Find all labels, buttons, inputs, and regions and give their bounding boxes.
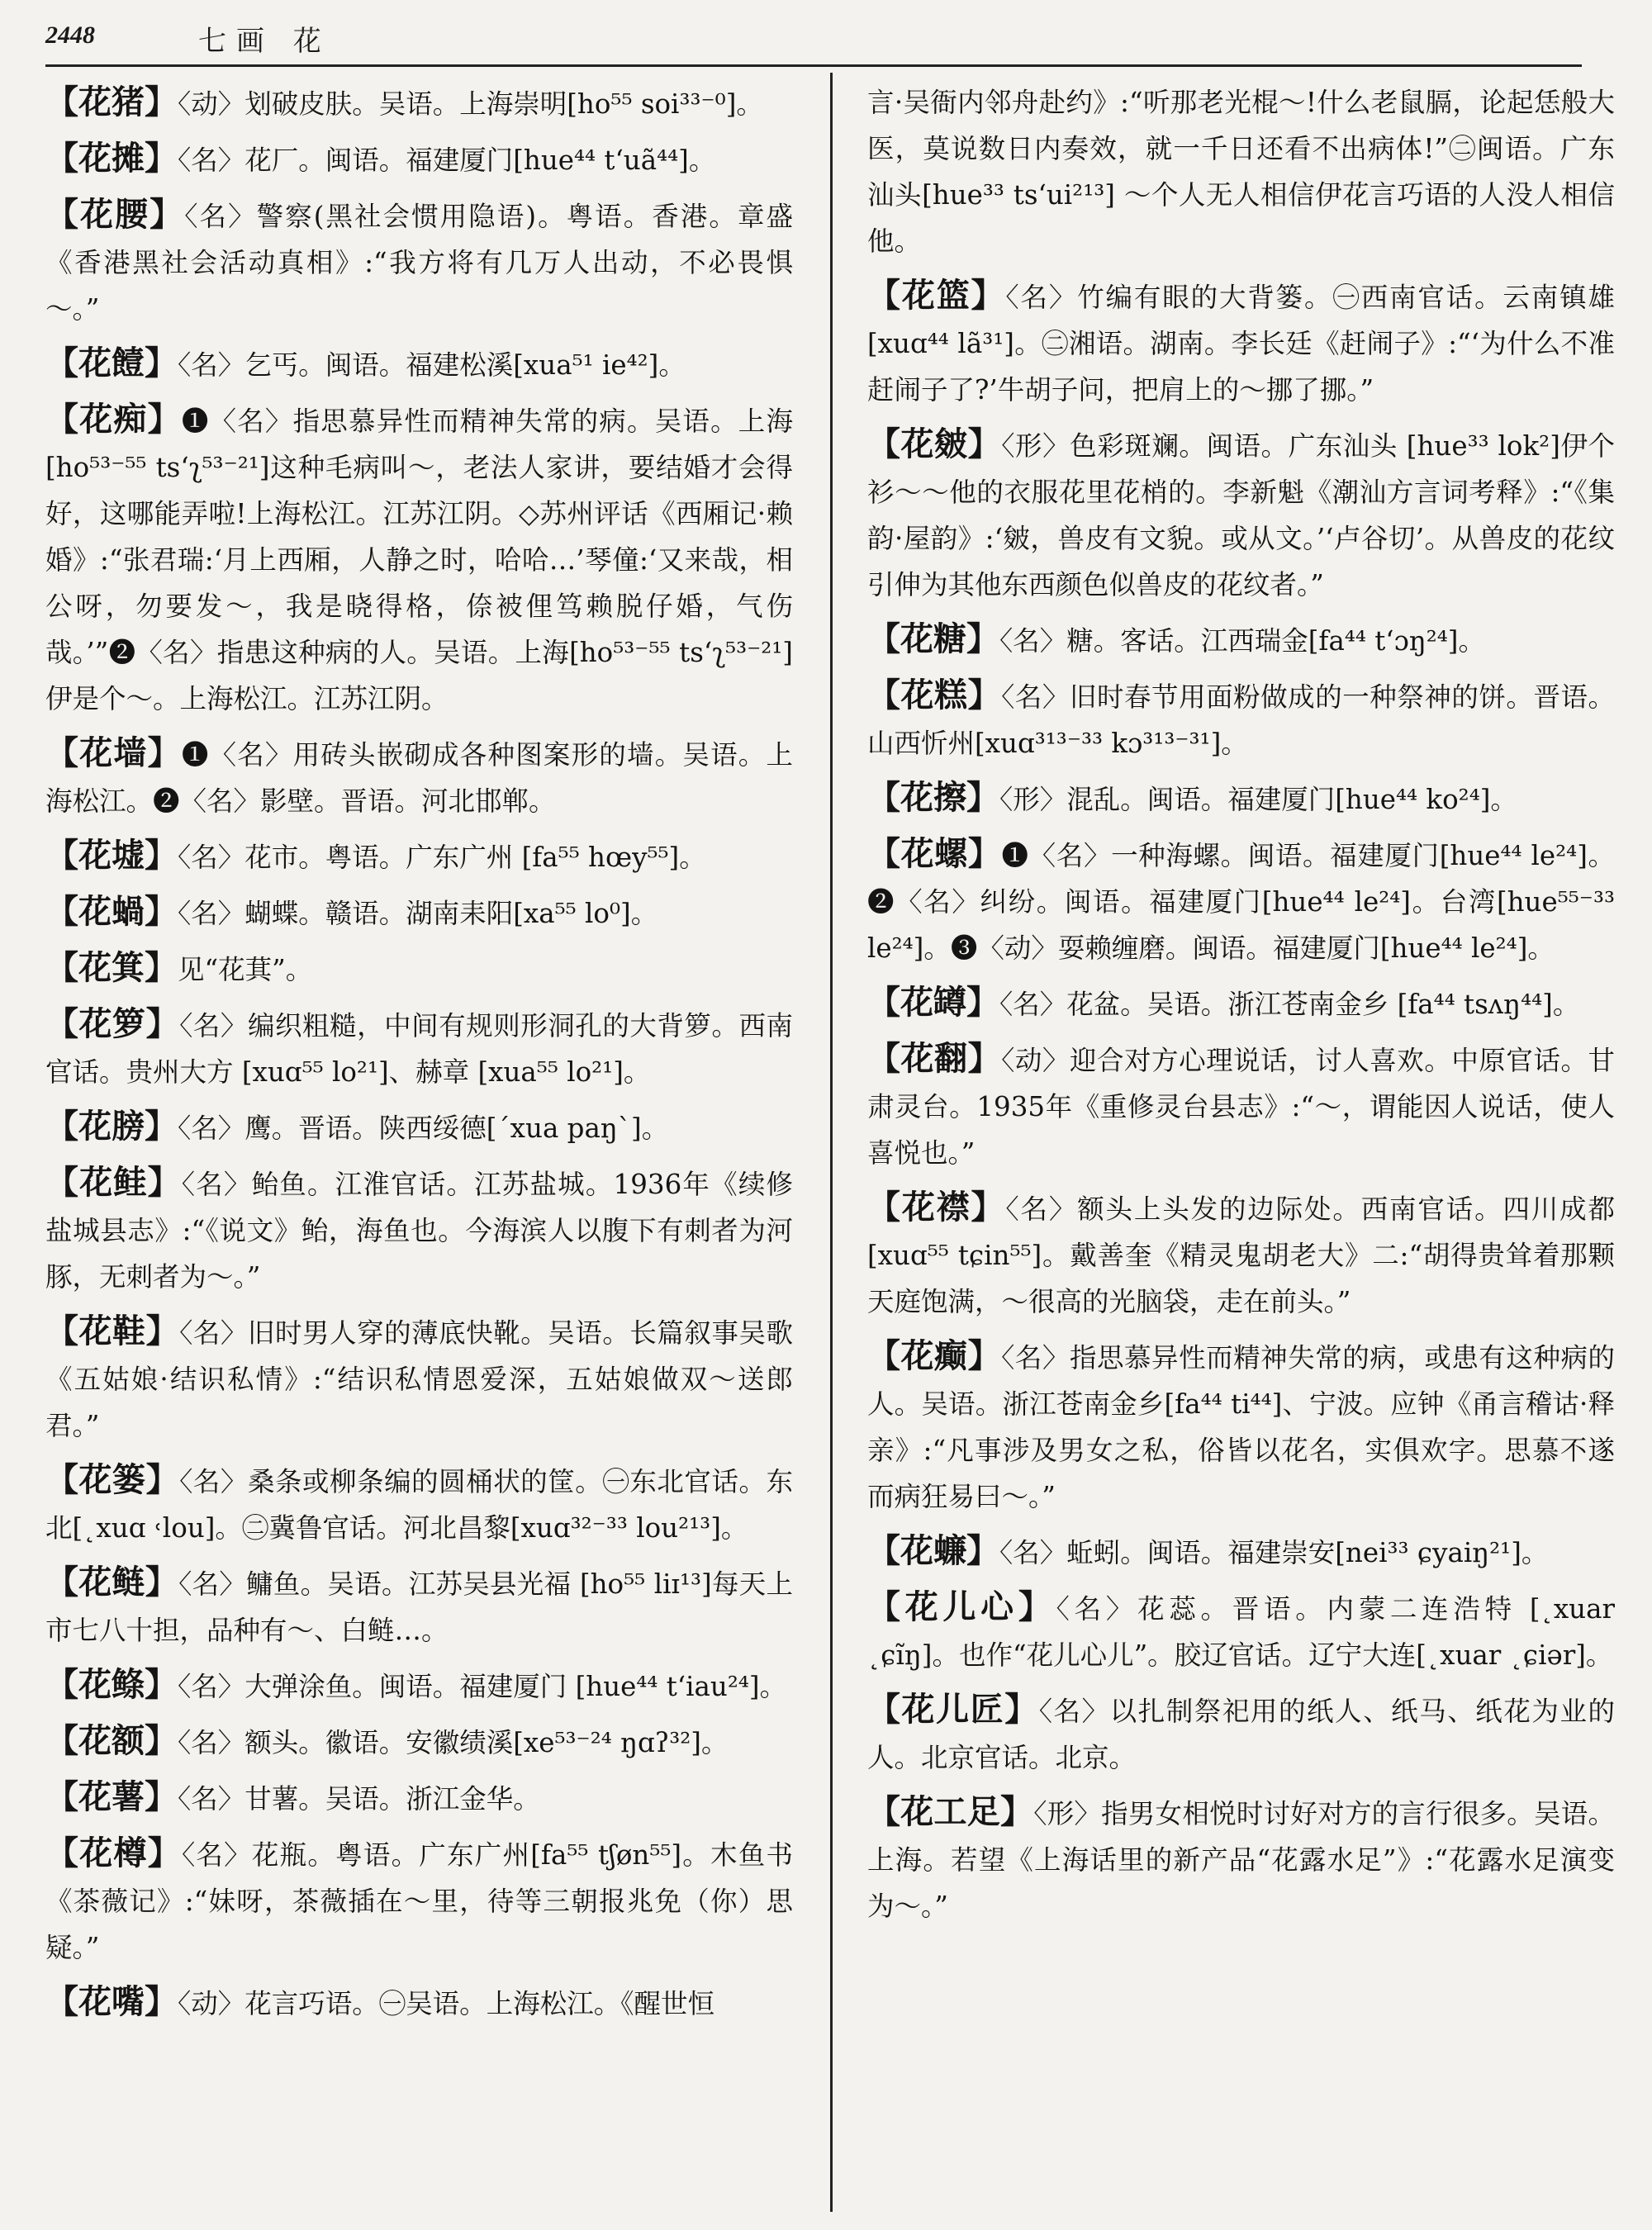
headword: 【花薯】: [45, 1778, 178, 1816]
dictionary-entry: [867, 421, 1615, 608]
headword: 【花墟】: [45, 837, 178, 875]
entry-definition: 〈名〉以扎制祭祀用的纸人、纸马、纸花为业的人。北京官话。北京。: [867, 1696, 1615, 1773]
entry-definition: ❶〈名〉指思慕异性而精神失常的病。吴语。上海[ho⁵³⁻⁵⁵ ts‘ʅ⁵³⁻²¹]这种毛病叫～，老法人家讲，要结婚才会得好，这哪能弄啦!上海松江。江苏江阴。◇苏州评话《西厢记·赖婚》:“张君瑞:‘月上西厢，人静之时，哈哈…’琴僮:‘又来哉，相公呀，勿要发～，我是晓得格，倷被俚笃赖脱仔婚，气伤哉。’”❷〈名〉指患这种病的人。吴语。上海[ho⁵³⁻⁵⁵ ts‘ʅ⁵³⁻²¹]伊是个～。上海松江。江苏江阴。: [45, 406, 793, 714]
headword: 【花蝸】: [45, 893, 178, 931]
headword: 【花鲢】: [45, 1563, 179, 1601]
headword: 【花儿心】: [867, 1588, 1056, 1626]
headword: 【花工足】: [867, 1793, 1034, 1831]
headword: 【花猪】: [45, 83, 178, 121]
page-number: 2448: [45, 21, 95, 49]
entry-definition: 〈名〉乞丐。闽语。福建松溪[xua⁵¹ ie⁴²]。: [178, 349, 686, 381]
headword: 【花饐】: [45, 344, 178, 382]
entry-definition: 〈名〉编织粗糙，中间有规则形洞孔的大背箩。西南官话。贵州大方 [xuɑ⁵⁵ lo²¹]、赫章 [xua⁵⁵ lo²¹]。: [45, 1010, 793, 1088]
column-divider: [830, 73, 833, 2212]
entry-definition: 〈名〉糖。客话。江西瑞金[fa⁴⁴ t‘ɔŋ²⁴]。: [999, 625, 1485, 657]
dictionary-entry: [45, 1001, 793, 1095]
left-column: [45, 79, 793, 2210]
dictionary-entry: [45, 1559, 793, 1654]
dictionary-entry: [867, 1687, 1615, 1781]
dictionary-entry: [45, 730, 793, 824]
dictionary-entry: [45, 396, 793, 722]
entry-definition: 〈名〉花厂。闽语。福建厦门[hue⁴⁴ t‘uã⁴⁴]。: [178, 145, 716, 176]
dictionary-entry: [45, 1103, 793, 1151]
dictionary-entry: [45, 1308, 793, 1449]
headword: 【花膀】: [45, 1108, 178, 1146]
headword: 【花糕】: [867, 676, 1002, 714]
headword: 【花糖】: [867, 620, 999, 658]
entry-definition: 〈动〉花言巧语。㊀吴语。上海松江。《醒世恒: [178, 1988, 715, 2019]
entry-definition: 〈名〉鲐鱼。江淮官话。江苏盐城。1936年《续修盐城县志》:“《说文》鲐，海鱼也。今海滨人以腹下有刺者为河豚，无刺者为～。”: [45, 1169, 793, 1293]
headword: 【花箩】: [45, 1005, 180, 1043]
dictionary-entry: [867, 980, 1615, 1027]
headword: 【花篮】: [867, 277, 1006, 315]
dictionary-entry: [867, 1184, 1615, 1325]
entry-definition: 〈名〉花瓶。粤语。广东广州[fa⁵⁵ tʃøn⁵⁵]。木鱼书《茶薇记》:“妹呀，茶薇插在～里，待等三朝报兆免（你）思疑。”: [45, 1839, 793, 1963]
dictionary-entry: [867, 1333, 1615, 1520]
entry-definition: 〈名〉甘薯。吴语。浙江金华。: [178, 1783, 540, 1815]
headword: 【花篓】: [45, 1461, 180, 1499]
dictionary-entry: [867, 1036, 1615, 1176]
entry-definition: 〈名〉鳙鱼。吴语。江苏吴县光福 [ho⁵⁵ liɪ¹³]每天上市七八十担，品种有～、白鲢…。: [45, 1568, 793, 1646]
headword: 【花鲦】: [45, 1666, 178, 1704]
entry-definition: 〈名〉花盆。吴语。浙江苍南金乡 [fa⁴⁴ tsʌŋ⁴⁴]。: [999, 989, 1580, 1020]
headword: 【花蠊】: [867, 1532, 999, 1570]
entry-definition: 〈名〉警察(黑社会惯用隐语)。粤语。香港。章盛《香港黑社会活动真相》:“我方将有几万人出动，不必畏惧～。”: [45, 201, 793, 325]
dictionary-entry: [867, 273, 1615, 413]
headword: 【花樽】: [45, 1834, 182, 1872]
dictionary-entry: [867, 831, 1615, 971]
headword: 【花皴】: [867, 425, 1002, 463]
right-column: [867, 79, 1615, 2210]
dictionary-entry: [45, 1457, 793, 1551]
headword: 【花鲑】: [45, 1164, 182, 1202]
headword: 【花襟】: [867, 1189, 1006, 1226]
dictionary-entry: [867, 775, 1615, 823]
entry-definition: 〈名〉指思慕异性而精神失常的病，或患有这种病的人。吴语。浙江苍南金乡[fa⁴⁴ ti⁴⁴]、宁波。应钟《甬言稽诂·释亲》:“凡事涉及男女之私，俗皆以花名，实俱欢字。思慕不遂而病狂易曰～。”: [867, 1342, 1615, 1512]
headword: 【花痴】: [45, 401, 182, 439]
dictionary-entry: [45, 945, 793, 993]
entry-definition: 〈形〉色彩斑斓。闽语。广东汕头 [hue³³ lok²]伊个衫～～他的衣服花里花梢的。李新魁《潮汕方言词考释》:“《集韵·屋韵》:‘皴，兽皮有文貌。或从文。’‘卢谷切’。从兽皮的花纹引伸为其他东西颜色似兽皮的花纹者。”: [867, 430, 1615, 600]
entry-definition: 〈名〉旧时男人穿的薄底快靴。吴语。长篇叙事吴歌《五姑娘·结识私情》:“结识私情恩爱深，五姑娘做双～送郎君。”: [45, 1317, 793, 1441]
dictionary-entry: [45, 1774, 793, 1822]
entry-definition: ❶〈名〉一种海螺。闽语。福建厦门[hue⁴⁴ le²⁴]。❷〈名〉纠纷。闽语。福建厦门[hue⁴⁴ le²⁴]。台湾[hue⁵⁵⁻³³ le²⁴]。❸〈动〉耍赖缠磨。闽语。福建厦门[hue⁴⁴ le²⁴]。: [867, 840, 1615, 964]
headword: 【花额】: [45, 1722, 178, 1760]
dictionary-entry: [45, 79, 793, 127]
entry-definition: 〈名〉桑条或柳条编的圆桶状的筐。㊀东北官话。东北[˛xuɑ ˓lou]。㊁冀鲁官话。河北昌黎[xuɑ³²⁻³³ lou²¹³]。: [45, 1466, 793, 1544]
dictionary-entry: [867, 672, 1615, 766]
headword: 【花鞋】: [45, 1312, 180, 1350]
dictionary-entry: [45, 340, 793, 388]
entry-definition: 〈名〉旧时春节用面粉做成的一种祭神的饼。晋语。山西忻州[xuɑ³¹³⁻³³ kɔ³¹³⁻³¹]。: [867, 681, 1615, 759]
entry-definition: 〈名〉蚯蚓。闽语。福建崇安[nei³³ ɕyaiŋ²¹]。: [999, 1537, 1549, 1568]
entry-definition: 〈动〉迎合对方心理说话，讨人喜欢。中原官话。甘肃灵台。1935年《重修灵台县志》:“～，谓能因人说话，使人喜悦也。”: [867, 1045, 1615, 1169]
headword: 【花儿匠】: [867, 1691, 1039, 1729]
headword: 【花箕】: [45, 949, 178, 987]
page-header: [0, 0, 1652, 66]
entry-definition: ❶〈名〉用砖头嵌砌成各种图案形的墙。吴语。上海松江。❷〈名〉影壁。晋语。河北邯郸。: [45, 739, 793, 817]
dictionary-entry: [45, 1830, 793, 1971]
entry-definition: 〈名〉鹰。晋语。陕西绥德[ˊxua paŋˋ]。: [178, 1113, 669, 1144]
dictionary-entry: [45, 1160, 793, 1300]
dictionary-entry: [45, 1979, 793, 2027]
headword: 【花螺】: [867, 835, 1002, 873]
headword: 【花擦】: [867, 779, 999, 817]
headword: 【花嘴】: [45, 1983, 178, 2021]
headword: 【花摊】: [45, 140, 178, 178]
headword: 【花腰】: [45, 196, 185, 234]
dictionary-entry: [45, 833, 793, 880]
dictionary-entry: [867, 1528, 1615, 1576]
headword: 【花墙】: [45, 734, 182, 772]
headword: 【花罇】: [867, 984, 999, 1022]
dictionary-entry: [867, 616, 1615, 664]
dictionary-entry: [45, 889, 793, 937]
entry-definition: 〈名〉大弹涂鱼。闽语。福建厦门 [hue⁴⁴ t‘iau²⁴]。: [178, 1671, 787, 1702]
entry-definition: 〈名〉花蕊。晋语。内蒙二连浩特 [˛xuar ˛ɕĩŋ]。也作“花儿心儿”。胶辽官话。辽宁大连[˛xuar ˛ɕiər]。: [867, 1593, 1615, 1671]
headword: 【花翻】: [867, 1040, 1002, 1078]
dictionary-entry: [45, 1662, 793, 1710]
dictionary-entry: [867, 79, 1615, 264]
entry-definition: 〈名〉额头。徽语。安徽绩溪[xe⁵³⁻²⁴ ŋɑʔ³²]。: [178, 1727, 729, 1758]
entry-definition: 见“花萁”。: [178, 954, 313, 985]
dictionary-entry: [867, 1789, 1615, 1929]
entry-definition: 言·吴衙内邻舟赴约》:“听那老光棍～!什么老鼠膈，论起恁般大医，莫说数日内奏效，就一千日还看不出病体!”㊁闽语。广东汕头[hue³³ ts‘ui²¹³] ～个人无人相信伊花言巧语的人没人相信他。: [867, 87, 1615, 257]
entry-definition: 〈名〉竹编有眼的大背篓。㊀西南官话。云南镇雄 [xuɑ⁴⁴ lã³¹]。㊁湘语。湖南。李长廷《赶闹子》:“‘为什么不准赶闹子了?’牛胡子问，把肩上的～挪了挪。”: [867, 282, 1615, 406]
entry-definition: 〈名〉蝴蝶。赣语。湖南耒阳[xa⁵⁵ lo⁰]。: [178, 898, 658, 929]
dictionary-entry: [45, 135, 793, 183]
entry-definition: 〈形〉混乱。闽语。福建厦门[hue⁴⁴ ko²⁴]。: [999, 784, 1517, 815]
dictionary-entry: [45, 1718, 793, 1766]
headword: 【花癫】: [867, 1337, 1002, 1375]
dictionary-entry: [45, 192, 793, 332]
dictionary-entry: [867, 1584, 1615, 1678]
header-rule: [45, 64, 1582, 67]
entry-definition: 〈动〉划破皮肤。吴语。上海崇明[ho⁵⁵ soi³³⁻⁰]。: [178, 88, 763, 120]
running-head: 七画 花: [198, 25, 331, 58]
entry-definition: 〈形〉指男女相悦时讨好对方的言行很多。吴语。上海。若望《上海话里的新产品“花露水足”》:“花露水足演变为～。”: [867, 1798, 1615, 1922]
entry-definition: 〈名〉花市。粤语。广东广州 [fa⁵⁵ hœy⁵⁵]。: [178, 842, 706, 873]
entry-definition: 〈名〉额头上头发的边际处。西南官话。四川成都[xuɑ⁵⁵ tɕin⁵⁵]。戴善奎《精灵鬼胡老大》二:“胡得贵耸着那颗天庭饱满，～很高的光脑袋，走在前头。”: [867, 1193, 1615, 1317]
